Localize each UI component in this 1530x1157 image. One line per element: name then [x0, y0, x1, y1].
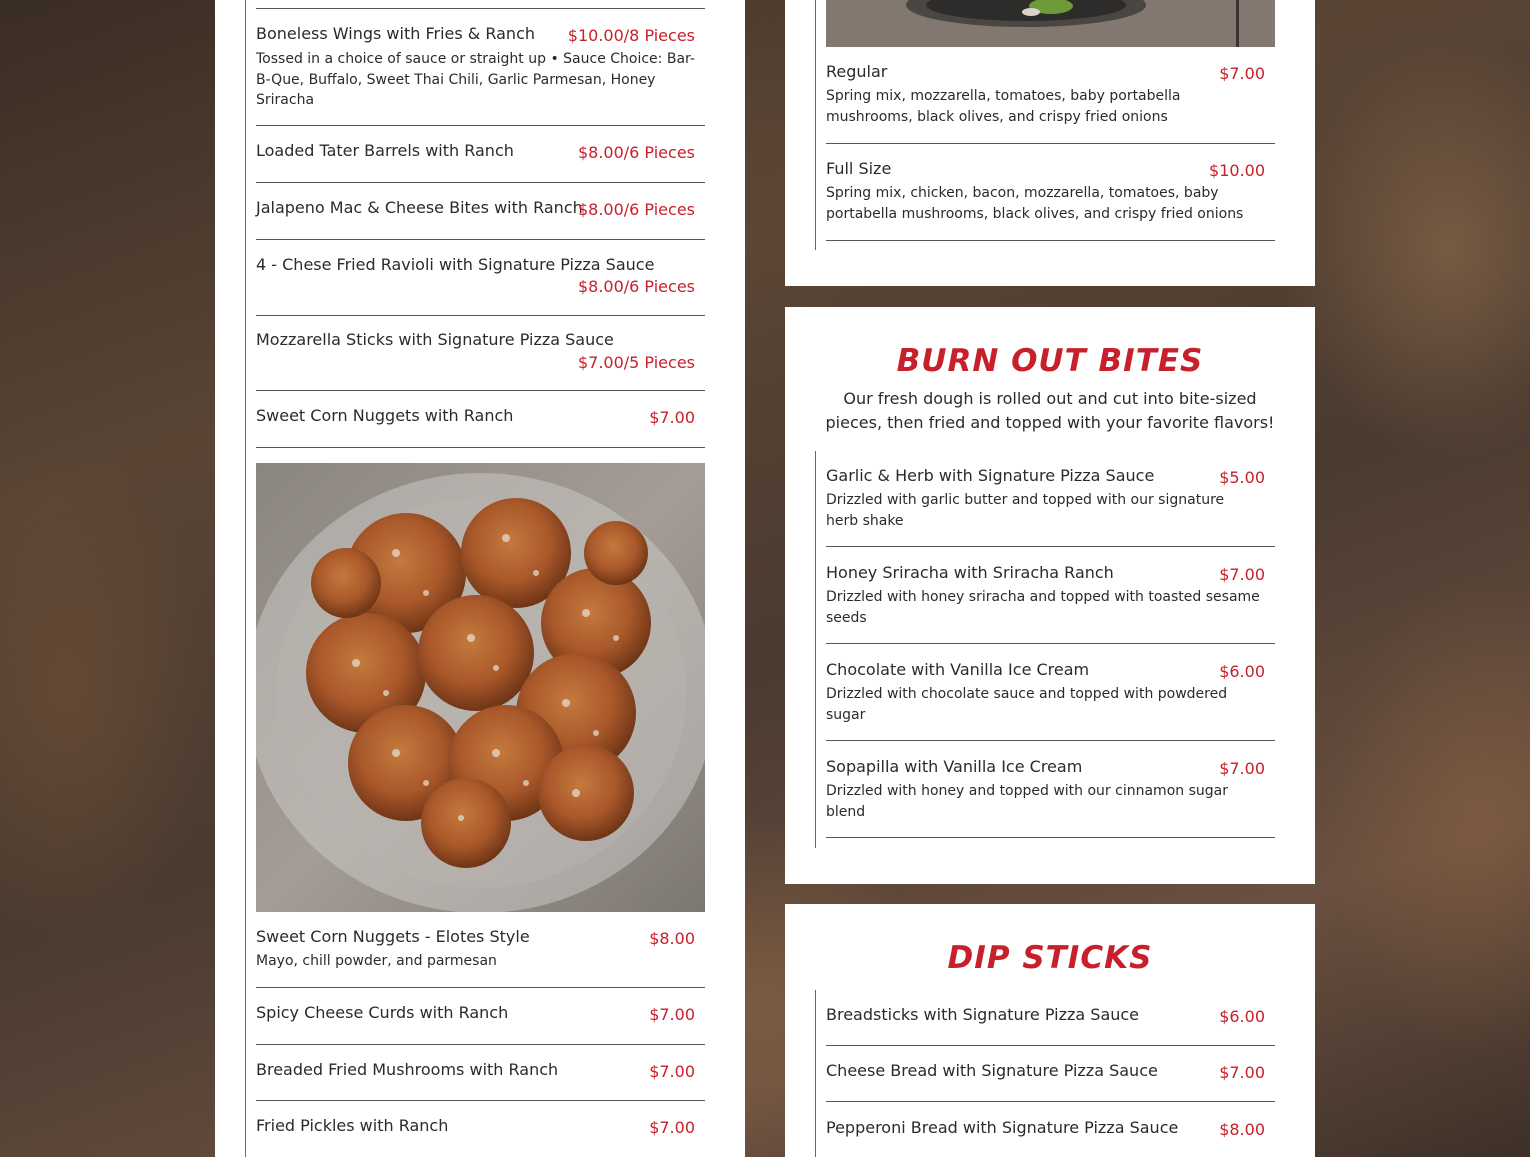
item-name: Pepperoni Bread with Signature Pizza Sauce	[826, 1118, 1179, 1137]
item-description: Drizzled with garlic butter and topped with our signature herb shake	[826, 492, 1225, 529]
item-price: $7.00	[1219, 565, 1265, 584]
menu-item[interactable]	[826, 660, 1275, 741]
menu-item[interactable]	[826, 1118, 1275, 1156]
menu-item[interactable]	[256, 24, 705, 126]
item-name: Loaded Tater Barrels with Ranch	[256, 141, 514, 160]
menu-item[interactable]	[256, 1003, 705, 1045]
menu-item[interactable]	[256, 406, 705, 448]
item-name: 4 - Chese Fried Ravioli with Signature Pizza Sauce	[256, 255, 655, 274]
item-name: Chocolate with Vanilla Ice Cream	[826, 660, 1090, 679]
item-price: $5.00	[1219, 468, 1265, 487]
item-name: Full Size	[826, 159, 892, 178]
item-name: Honey Sriracha with Sriracha Ranch	[826, 563, 1114, 582]
item-price: $7.00	[649, 1005, 695, 1024]
item-name: Breadsticks with Signature Pizza Sauce	[826, 1005, 1140, 1024]
item-name: Sweet Corn Nuggets - Elotes Style	[256, 927, 530, 946]
item-name: Jalapeno Mac & Cheese Bites with Ranch	[256, 198, 583, 217]
item-name: Breaded Fried Mushrooms with Ranch	[256, 1060, 559, 1079]
item-price: $7.00	[649, 1118, 695, 1137]
item-price: $6.00	[1219, 662, 1265, 681]
item-description: Drizzled with honey sriracha and topped with toasted sesame seeds	[826, 589, 1260, 626]
divider	[256, 8, 705, 9]
item-name: Sweet Corn Nuggets with Ranch	[256, 406, 514, 425]
item-price: $7.00	[1219, 1063, 1265, 1082]
menu-item[interactable]	[256, 198, 705, 240]
menu-item[interactable]	[826, 466, 1275, 547]
item-price: $7.00/5 Pieces	[577, 353, 695, 372]
menu-item[interactable]	[256, 330, 705, 391]
item-description: Spring mix, mozzarella, tomatoes, baby portabella mushrooms, black olives, and crispy fried onions	[826, 88, 1181, 125]
menu-item[interactable]	[826, 563, 1275, 644]
item-price: $7.00	[649, 408, 695, 427]
menu-item[interactable]	[826, 159, 1275, 241]
item-description: Drizzled with chocolate sauce and topped with powdered sugar	[826, 686, 1228, 723]
menu-item[interactable]	[826, 1061, 1275, 1102]
item-price: $7.00	[649, 1062, 695, 1081]
item-price: $8.00/6 Pieces	[577, 200, 695, 219]
panel-divider-line	[815, 990, 816, 1157]
menu-item[interactable]	[826, 1005, 1275, 1046]
item-description: Drizzled with honey and topped with our cinnamon sugar blend	[826, 783, 1228, 820]
salad-image	[826, 0, 1275, 47]
section-title: BURN OUT BITES	[896, 343, 1204, 379]
menu-item[interactable]	[826, 757, 1275, 838]
item-price: $7.00	[1219, 759, 1265, 778]
salads-panel	[785, 0, 1315, 286]
item-name: Garlic & Herb with Signature Pizza Sauce	[826, 466, 1155, 485]
item-name: Mozzarella Sticks with Signature Pizza Sauce	[256, 330, 614, 349]
item-price: $8.00/6 Pieces	[577, 277, 695, 296]
menu-item[interactable]	[256, 141, 705, 183]
section-intro: Our fresh dough is rolled out and cut into bite-sized pieces, then fried and topped with your favorite flavors!	[825, 389, 1275, 432]
item-price: $7.00	[1219, 64, 1265, 83]
item-name: Boneless Wings with Fries & Ranch	[256, 24, 535, 43]
burn-out-bites-panel	[785, 307, 1315, 884]
panel-divider-line	[815, 451, 816, 848]
item-price: $6.00	[1219, 1007, 1265, 1026]
panel-divider-line	[245, 0, 246, 1157]
item-description: Spring mix, chicken, bacon, mozzarella, tomatoes, baby portabella mushrooms, black olives, and crispy fried onions	[826, 185, 1244, 222]
item-price: $10.00	[1209, 161, 1265, 180]
item-name: Regular	[826, 62, 888, 81]
item-price: $8.00/6 Pieces	[577, 143, 695, 162]
panel-divider-line	[815, 0, 816, 250]
salad-photo	[826, 0, 1275, 47]
menu-item[interactable]	[256, 255, 705, 316]
item-description: Tossed in a choice of sauce or straight up • Sauce Choice: Bar-B-Que, Buffalo, Sweet Thai Chili, Garlic Parmesan, Honey Sriracha	[256, 51, 695, 108]
menu-item[interactable]	[256, 1116, 705, 1156]
dip-sticks-panel	[785, 904, 1315, 1157]
item-name: Spicy Cheese Curds with Ranch	[256, 1003, 509, 1022]
appetizers-panel	[215, 0, 745, 1157]
item-name: Sopapilla with Vanilla Ice Cream	[826, 757, 1083, 776]
item-name: Cheese Bread with Signature Pizza Sauce	[826, 1061, 1158, 1080]
menu-item[interactable]	[256, 1060, 705, 1101]
item-name: Fried Pickles with Ranch	[256, 1116, 449, 1135]
menu-item[interactable]	[826, 62, 1275, 144]
section-title: DIP STICKS	[947, 940, 1153, 976]
item-price: $8.00	[649, 929, 695, 948]
item-price: $8.00	[1219, 1120, 1265, 1139]
menu-item[interactable]	[256, 927, 705, 988]
item-description: Mayo, chill powder, and parmesan	[256, 953, 497, 969]
fried-bites-image	[256, 463, 705, 912]
fried-bites-photo	[256, 463, 705, 912]
item-price: $10.00/8 Pieces	[567, 26, 695, 45]
